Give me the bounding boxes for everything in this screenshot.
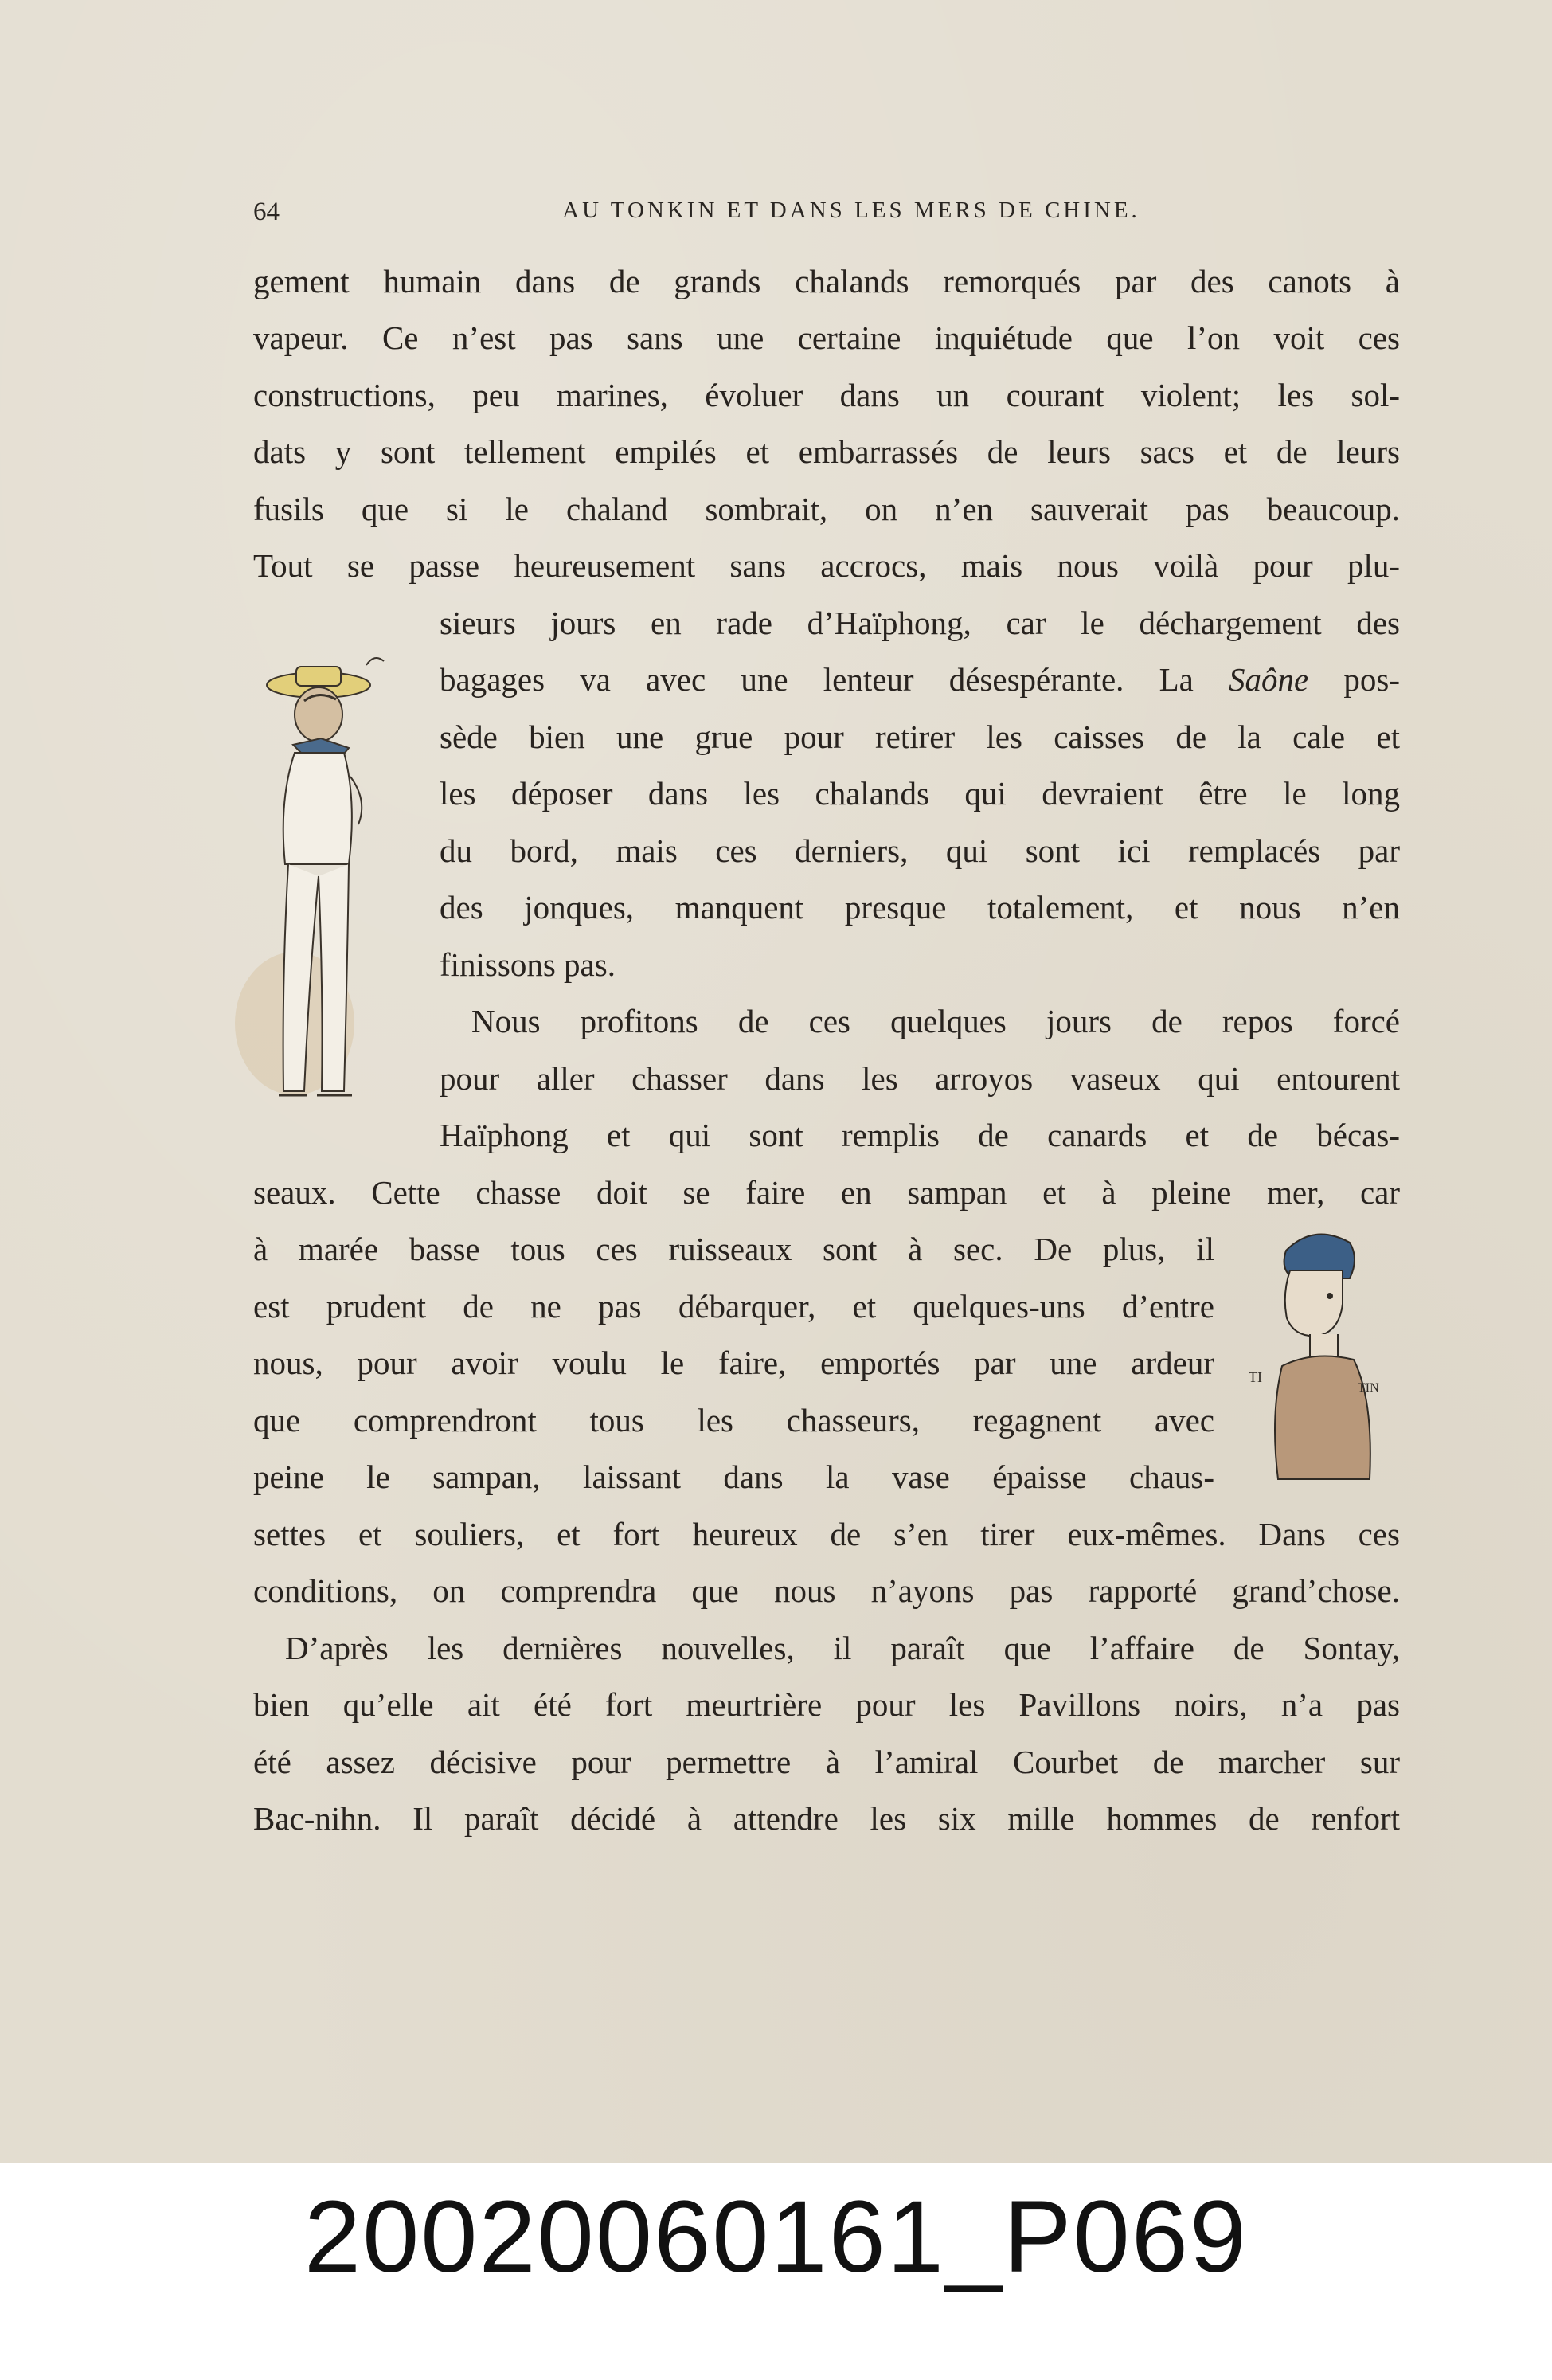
sailor-illustration <box>231 641 414 1119</box>
text-line: vapeur. Ce n’est pas sans une certaine inquiétude que l’on voit ces <box>253 319 1400 356</box>
woman-illustration <box>1234 1223 1401 1486</box>
text-line: à marée basse tous ces ruisseaux sont à sec. De plus, il <box>253 1231 1214 1267</box>
text-line: Nous profitons de ces quelques jours de repos forcé <box>471 1003 1400 1039</box>
text-line: été assez décisive pour permettre à l’amiral Courbet de marcher sur <box>253 1744 1400 1780</box>
archive-identifier: 20020060161_P069 <box>303 2180 1249 2294</box>
text-line: conditions, on comprendra que nous n’ayons pas rapporté grand’chose. <box>253 1572 1400 1609</box>
text-line: les déposer dans les chalands qui devraient être le long <box>440 775 1400 812</box>
text-line: dats y sont tellement empilés et embarrassés de leurs sacs et de leurs <box>253 433 1400 470</box>
text-line: D’après les dernières nouvelles, il paraît que l’affaire de Sontay, <box>285 1630 1400 1666</box>
text-line: finissons pas. <box>440 946 616 983</box>
text-line: constructions, peu marines, évoluer dans un courant violent; les sol- <box>253 377 1400 413</box>
text-line <box>440 652 1400 709</box>
text-fragment: pos- <box>1343 661 1400 698</box>
running-title: AU TONKIN ET DANS LES MERS DE CHINE. <box>562 198 1140 223</box>
text-line: gement humain dans de grands chalands remorqués par des canots à <box>253 263 1400 299</box>
text-line: Tout se passe heureusement sans accrocs, mais nous voilà pour plu- <box>253 547 1400 584</box>
text-line: Bac-nihn. Il paraît décidé à attendre les six mille hommes de renfort <box>253 1800 1400 1837</box>
text-line: des jonques, manquent presque totalement, et nous n’en <box>440 889 1400 926</box>
woman-portrait-icon <box>1234 1223 1401 1486</box>
ship-name: Saône <box>1229 661 1309 698</box>
text-line: peine le sampan, laissant dans la vase épaisse chaus- <box>253 1458 1214 1495</box>
caption-left: TI <box>1249 1369 1262 1385</box>
text-line: nous, pour avoir voulu le faire, emportés par une ardeur <box>253 1345 1214 1381</box>
text-line: bien qu’elle ait été fort meurtrière pour les Pavillons noirs, n’a pas <box>253 1686 1400 1723</box>
text-line: Haïphong et qui sont remplis de canards et de bécas- <box>440 1117 1400 1153</box>
text-line: fusils que si le chaland sombrait, on n’en sauverait pas beaucoup. <box>253 491 1400 527</box>
text-line: seaux. Cette chasse doit se faire en sampan et à pleine mer, car <box>253 1174 1400 1211</box>
sailor-figure-icon <box>231 641 414 1119</box>
caption-right: TIN <box>1358 1381 1379 1395</box>
page-header <box>253 198 1401 237</box>
page-number: 64 <box>253 198 280 226</box>
text-line: pour aller chasser dans les arroyos vaseux qui entourent <box>440 1060 1400 1097</box>
text-fragment: bagages va avec une lenteur désespérante. La <box>440 661 1194 698</box>
text-line: sieurs jours en rade d’Haïphong, car le déchargement des <box>440 605 1400 641</box>
text-line: sède bien une grue pour retirer les caisses de la cale et <box>440 718 1400 755</box>
text-line: que comprendront tous les chasseurs, regagnent avec <box>253 1402 1214 1439</box>
text-line: du bord, mais ces derniers, qui sont ici remplacés par <box>440 832 1400 869</box>
text-line: est prudent de ne pas débarquer, et quelques-uns d’entre <box>253 1288 1214 1325</box>
text-line: settes et souliers, et fort heureux de s’en tirer eux-mêmes. Dans ces <box>253 1516 1400 1552</box>
